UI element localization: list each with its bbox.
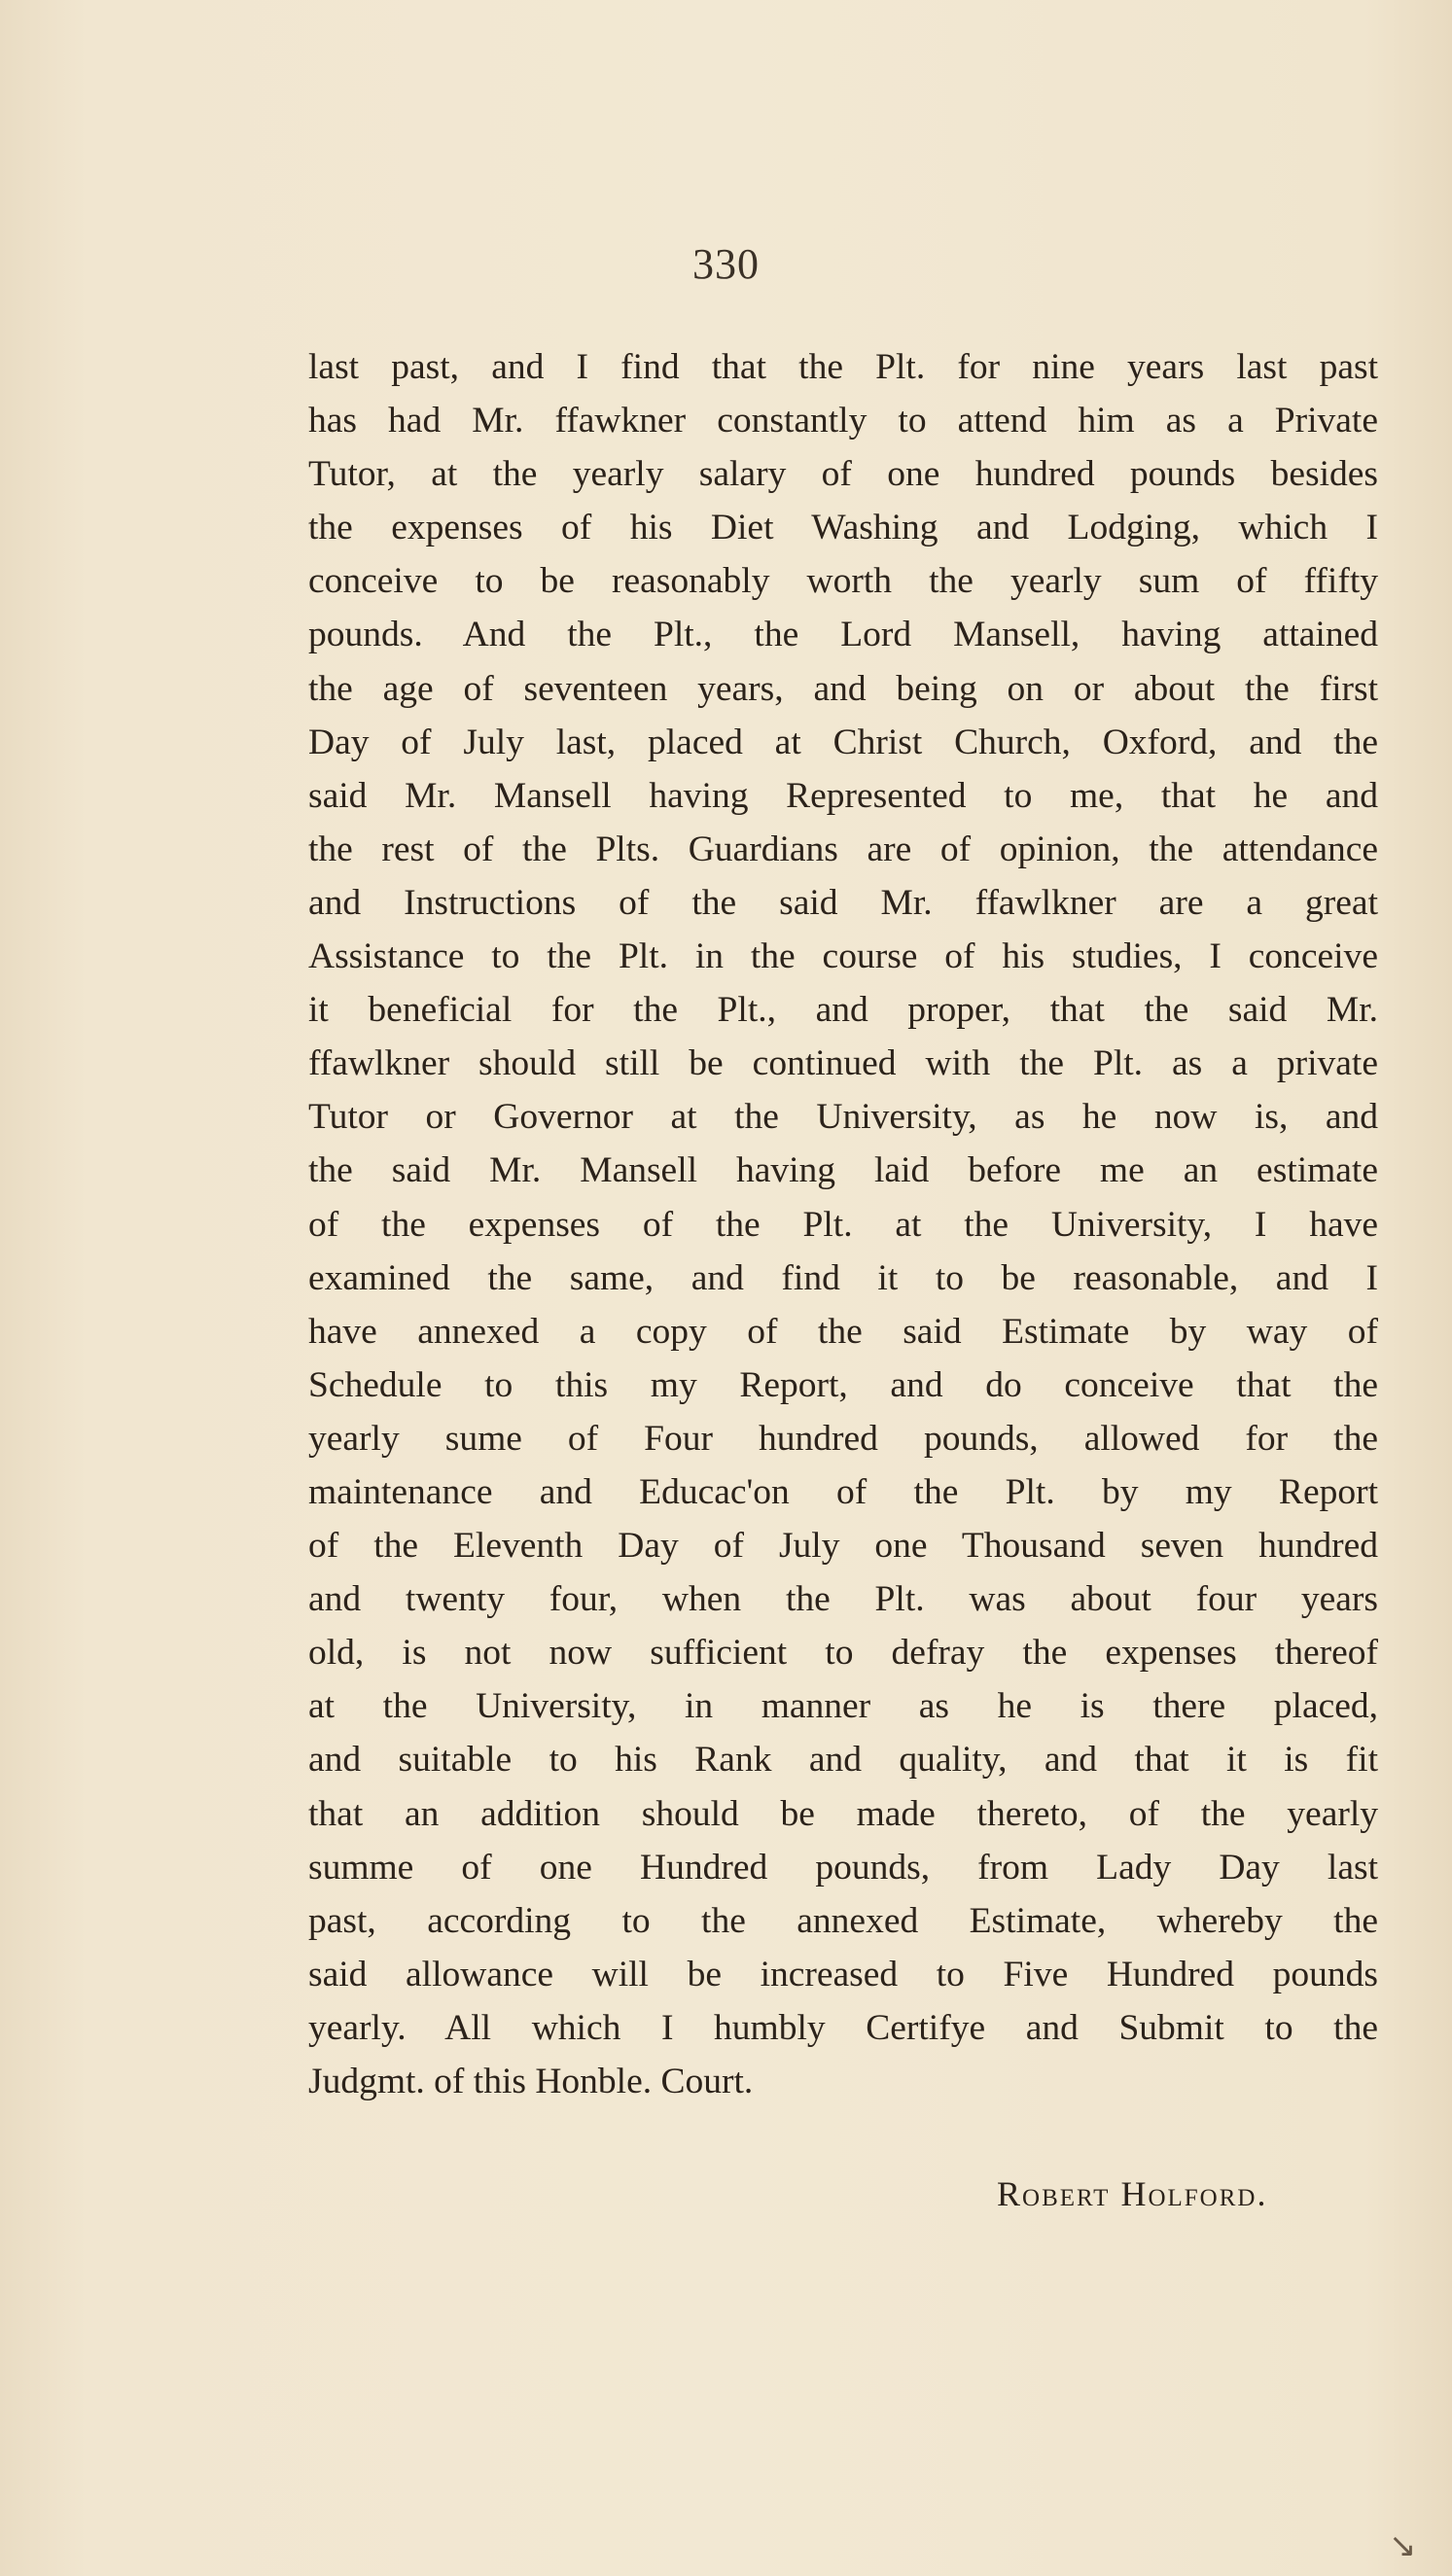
text-line: of the Eleventh Day of July one Thousand seven hundred [308,1526,1378,1567]
page-number: 330 [692,240,760,288]
text-line: maintenance and Educac'on of the Plt. by my Report [308,1471,1378,1512]
text-line: conceive to be reasonably worth the yearly sum of ffifty [308,561,1378,602]
text-line: ffawlkner should still be continued with the Plt. as a private [308,1043,1378,1084]
text-line: of the expenses of the Plt. at the University, I have [308,1204,1378,1245]
signature: Robert Holford. [997,2174,1268,2213]
text-line: and Instructions of the said Mr. ffawlkner are a great [308,882,1378,923]
text-line: Assistance to the Plt. in the course of his studies, I conceive [308,936,1378,977]
text-line: pounds. And the Plt., the Lord Mansell, having attained [308,615,1378,655]
text-line: that an addition should be made thereto, of the yearly [308,1793,1378,1834]
text-line: examined the same, and find it to be reasonable, and I [308,1257,1378,1298]
text-line: Judgmt. of this Honble. Court. [308,2062,754,2101]
corner-mark-icon: ↘ [1389,2526,1417,2565]
text-line: yearly. All which I humbly Certifye and Submit to the [308,2007,1378,2048]
text-line: Tutor or Governor at the University, as he now is, and [308,1097,1378,1138]
text-line: have annexed a copy of the said Estimate by way of [308,1311,1378,1352]
text-line: last past, and I find that the Plt. for nine years last past [308,347,1378,387]
text-line: old, is not now sufficient to defray the expenses thereof [308,1633,1378,1674]
text-line: said allowance will be increased to Five Hundred pounds [308,1954,1378,1994]
text-line: and twenty four, when the Plt. was about four years [308,1579,1378,1620]
text-line: the rest of the Plts. Guardians are of opinion, the attendance [308,829,1378,869]
text-line: and suitable to his Rank and quality, and that it is fit [308,1740,1378,1781]
text-line: has had Mr. ffawkner constantly to attend him as a Private [308,401,1378,441]
text-line: past, according to the annexed Estimate, whereby the [308,1900,1378,1941]
text-line: the expenses of his Diet Washing and Lodging, which I [308,508,1378,548]
text-line: summe of one Hundred pounds, from Lady Day last [308,1847,1378,1888]
body-text [308,340,1378,2108]
text-line: Schedule to this my Report, and do conceive that the [308,1364,1378,1405]
text-line: said Mr. Mansell having Represented to me, that he and [308,775,1378,816]
text-line: it beneficial for the Plt., and proper, that the said Mr. [308,990,1378,1031]
text-line: Tutor, at the yearly salary of one hundred pounds besides [308,454,1378,495]
text-line: Day of July last, placed at Christ Church, Oxford, and the [308,722,1378,762]
text-line: yearly sume of Four hundred pounds, allowed for the [308,1418,1378,1459]
text-line: at the University, in manner as he is there placed, [308,1686,1378,1727]
text-line: the age of seventeen years, and being on or about the first [308,668,1378,709]
text-line: the said Mr. Mansell having laid before me an estimate [308,1150,1378,1191]
